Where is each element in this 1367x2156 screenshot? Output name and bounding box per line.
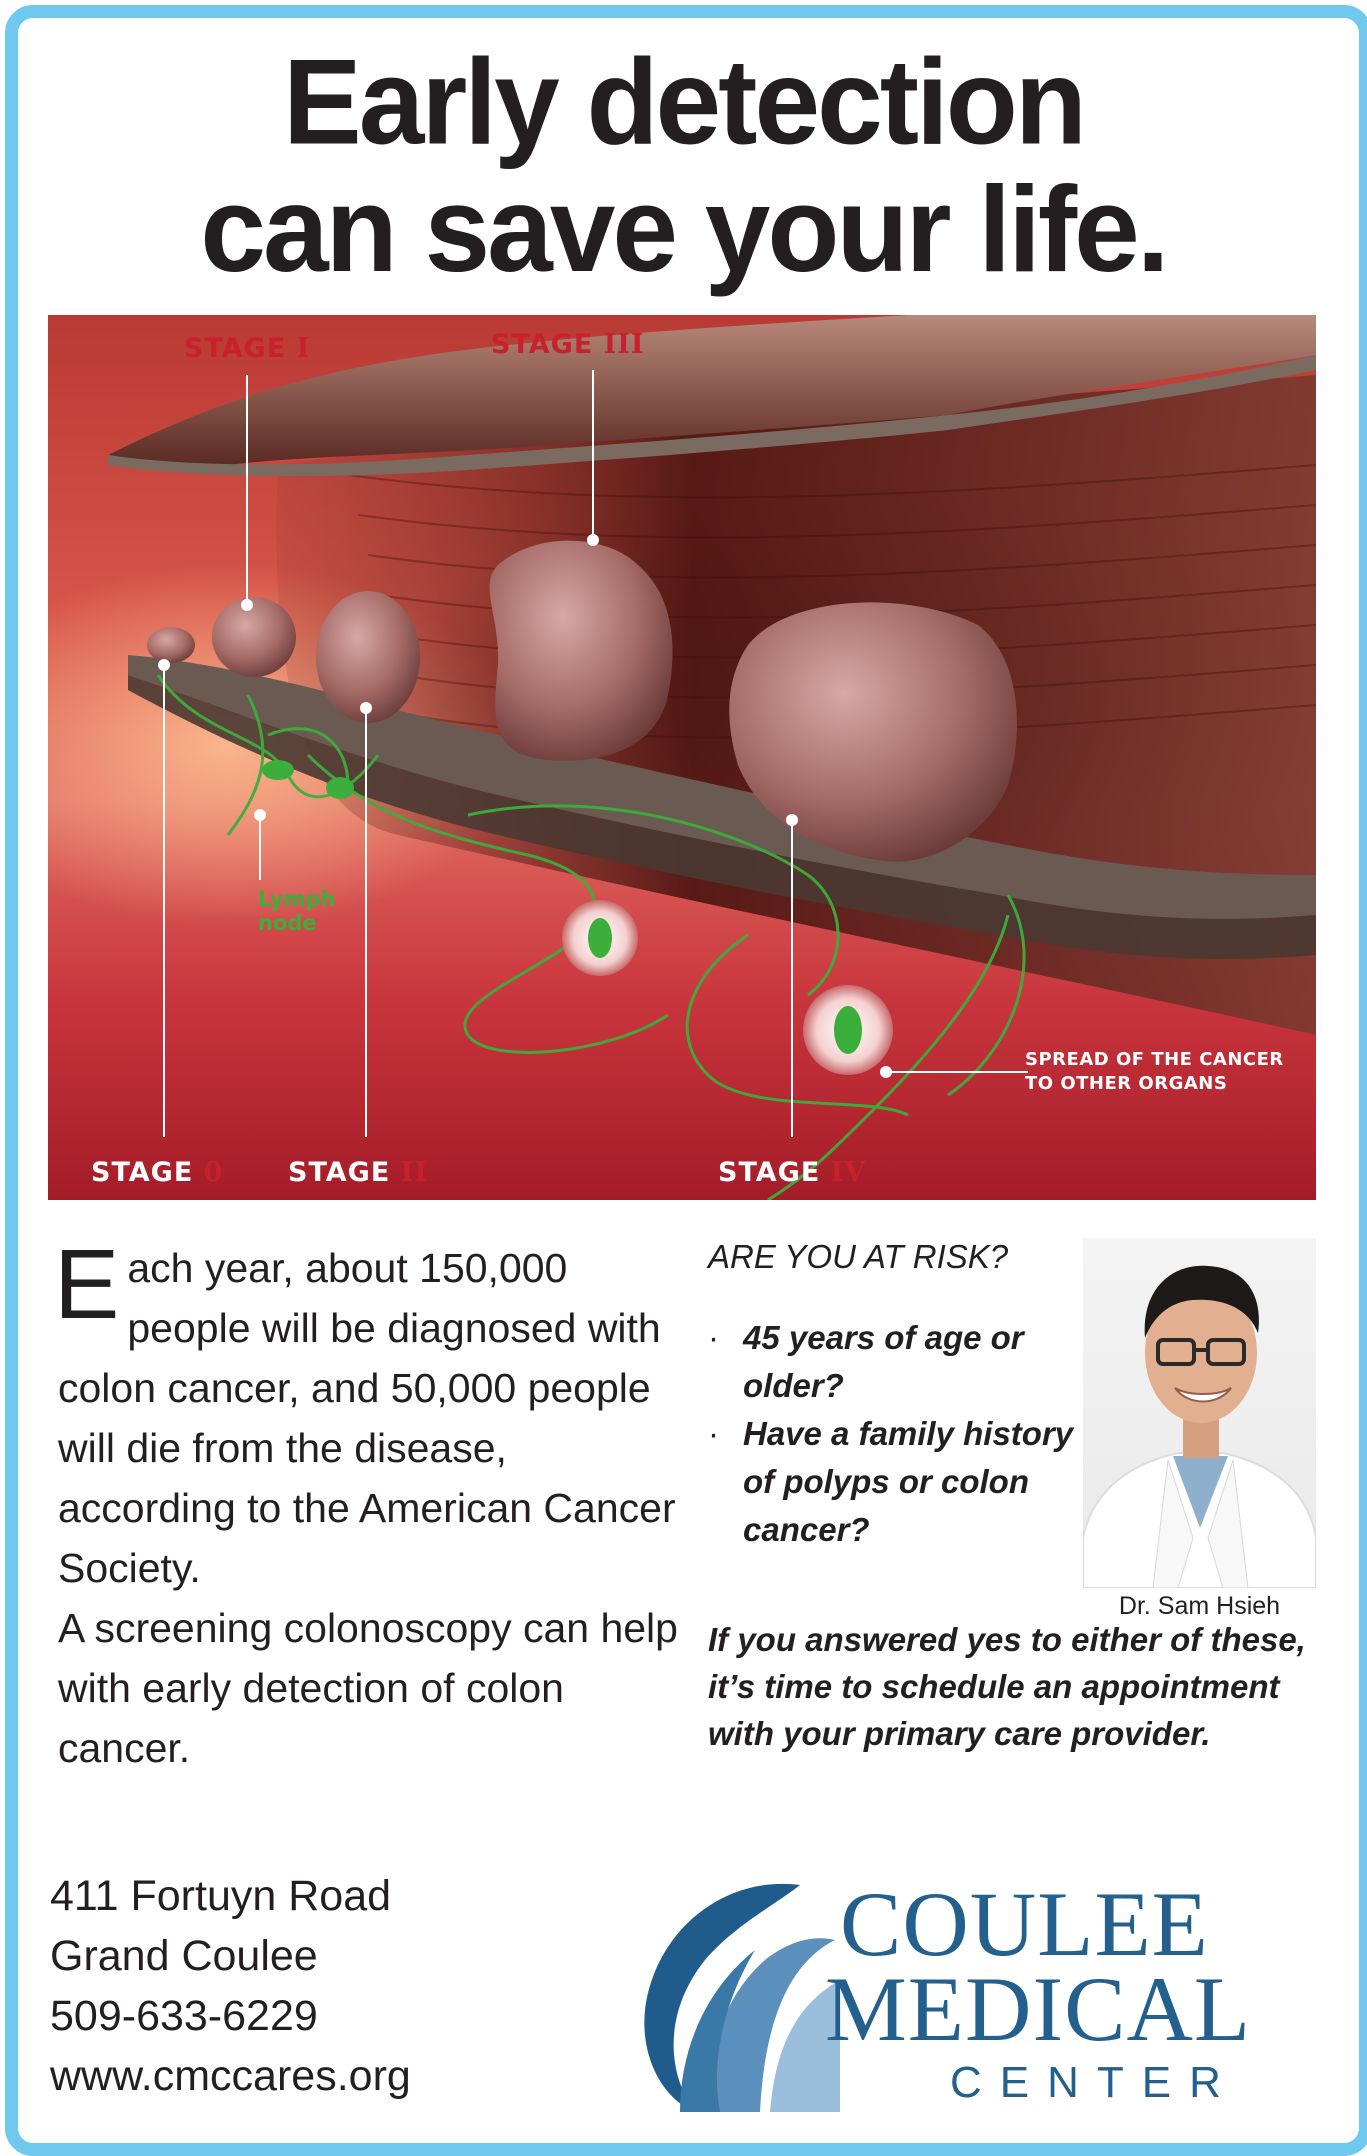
risk-section bbox=[708, 1238, 1098, 1554]
headline bbox=[0, 34, 1367, 298]
lymph-node-label-line-1: Lymph bbox=[258, 887, 336, 911]
risk-heading: ARE YOU AT RISK? bbox=[708, 1238, 1009, 1275]
wave-logo-icon bbox=[625, 1850, 845, 2120]
spread-label bbox=[1025, 1048, 1284, 1096]
coulee-medical-center-logo bbox=[625, 1850, 1325, 2120]
stage-3-label bbox=[491, 329, 645, 360]
intro-paragraph-1: ach year, about 150,000 people will be diagnosed with colon cancer, and 50,000 people will die from the disease, according to the American Cancer Society. bbox=[58, 1245, 676, 1591]
stage-4-numeral: IV bbox=[830, 1157, 867, 1188]
risk-item bbox=[708, 1314, 1098, 1410]
stage-0-label bbox=[91, 1157, 223, 1188]
doctor-caption: Dr. Sam Hsieh bbox=[1118, 1592, 1281, 1620]
stage-0-numeral: 0 bbox=[203, 1157, 224, 1188]
website-link[interactable]: www.cmccares.org bbox=[50, 2052, 411, 2100]
colon-cancer-stages-illustration bbox=[48, 315, 1316, 1200]
stage-3-prefix: STAGE bbox=[491, 329, 604, 360]
bullet-icon: · bbox=[708, 1415, 719, 1452]
risk-item bbox=[708, 1410, 1098, 1554]
spread-label-line-1: SPREAD OF THE CANCER bbox=[1025, 1049, 1284, 1070]
risk-item-text: Have a family history of polyps or colon cancer? bbox=[743, 1415, 1074, 1548]
stage-4-prefix: STAGE bbox=[718, 1157, 831, 1188]
call-to-action: If you answered yes to either of these, it’s time to schedule an appointment with your primary care provider. bbox=[708, 1621, 1306, 1752]
intro-paragraph-2: A screening colonoscopy can help with early detection of colon cancer. bbox=[58, 1605, 678, 1771]
drop-cap: E bbox=[54, 1229, 120, 1339]
risk-list bbox=[708, 1314, 1098, 1554]
stage-0-prefix: STAGE bbox=[91, 1157, 204, 1188]
lymph-node-label bbox=[258, 887, 336, 935]
stage-1-numeral: I bbox=[296, 333, 311, 364]
stage-1-prefix: STAGE bbox=[184, 333, 297, 364]
logo-word-coulee: COULEE bbox=[840, 1873, 1209, 1975]
spread-label-line-2: TO OTHER ORGANS bbox=[1025, 1073, 1228, 1094]
lymph-node-label-line-2: node bbox=[258, 911, 317, 935]
stage-2-label bbox=[288, 1157, 428, 1188]
logo-word-center: CENTER bbox=[950, 2058, 1239, 2107]
headline-line-2: can save your life. bbox=[200, 161, 1167, 298]
stage-3-numeral: III bbox=[603, 329, 645, 360]
city: Grand Coulee bbox=[50, 1932, 318, 1980]
bullet-icon: · bbox=[708, 1319, 719, 1356]
headline-line-1: Early detection bbox=[283, 34, 1084, 171]
stage-2-numeral: II bbox=[400, 1157, 428, 1188]
street-address: 411 Fortuyn Road bbox=[50, 1872, 392, 1920]
intro-text bbox=[54, 1229, 678, 1778]
doctor-photo bbox=[1083, 1238, 1316, 1588]
stage-4-label bbox=[718, 1157, 866, 1188]
stage-1-label bbox=[184, 333, 310, 364]
doctor-portrait bbox=[1083, 1238, 1316, 1588]
stage-2-prefix: STAGE bbox=[288, 1157, 401, 1188]
logo-word-medical: MEDICAL bbox=[825, 1958, 1252, 2060]
risk-item-text: 45 years of age or older? bbox=[743, 1319, 1024, 1404]
address-block bbox=[50, 1866, 411, 2106]
phone-number[interactable]: 509-633-6229 bbox=[50, 1992, 318, 2040]
